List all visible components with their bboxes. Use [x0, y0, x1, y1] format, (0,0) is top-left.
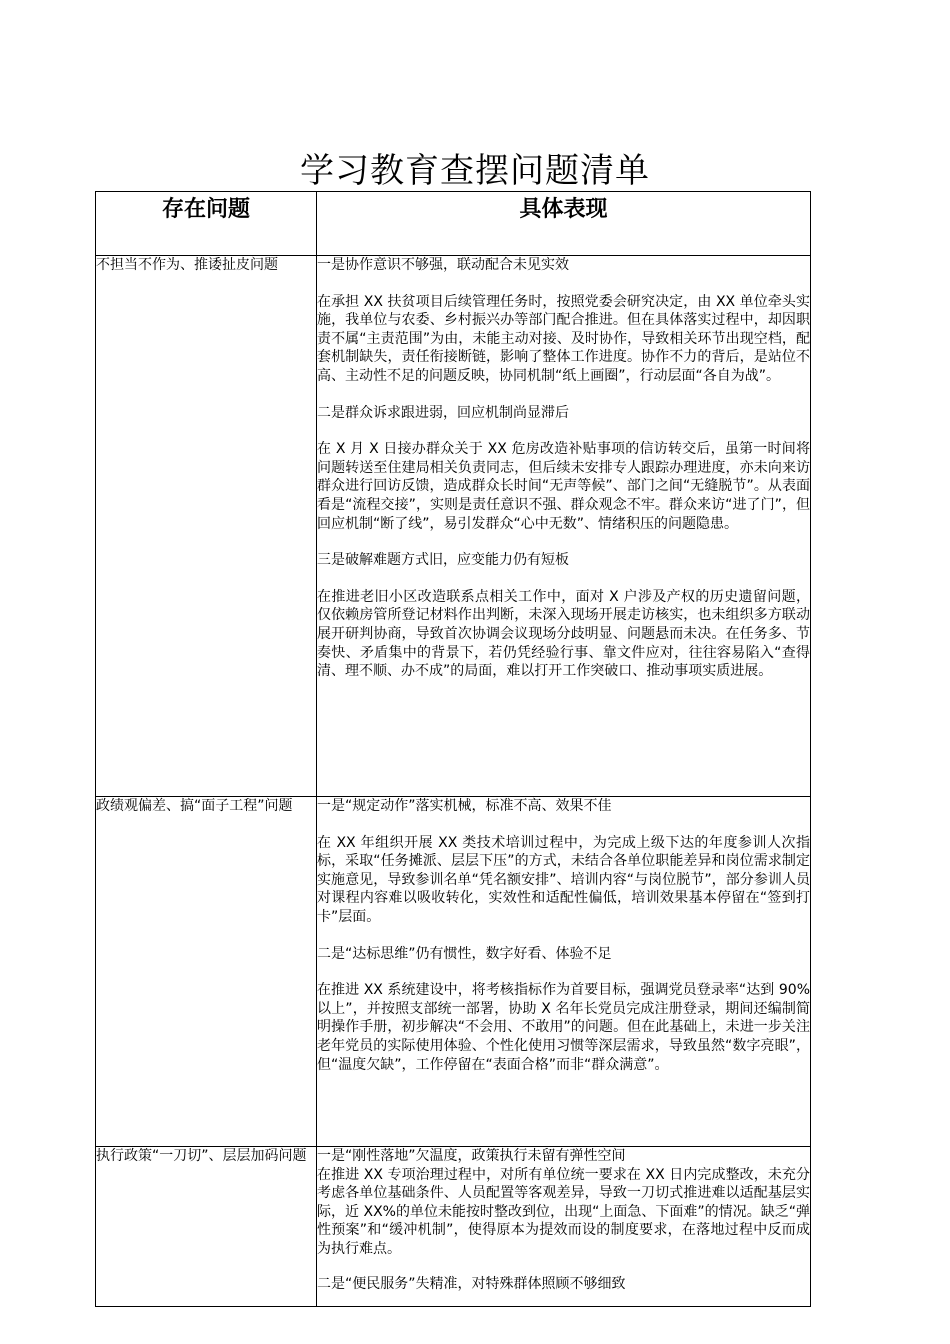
item-heading: 二是“便民服务”失精准，对特殊群体照顾不够细致	[317, 1275, 626, 1292]
table-row	[96, 1147, 811, 1307]
item-text: 在推进 XX 专项治理过程中，对所有单位统一要求在 XX 日内完成整改，未充分考虑各单位基础条件、人员配置等客观差异，导致一刀切式推进难以适配基层实际，近 XX%的单位未能按时整改到位，出现“上面急、下面难”的情况。缺乏“弹性预案”和“缓冲机制”，使得原本为提效而设的制度要求，在落地过程中反而成为执行难点。	[317, 1166, 810, 1257]
item-text: 在推进 XX 系统建设中，将考核指标作为首要目标，强调党员登录率“达到 90%以上”，并按照支部统一部署，协助 X 名年长党员完成注册登录，期间还编制简明操作手册，初步解决“不会用、不敢用”的问题。但在此基础上，未进一步关注老年党员的实际使用体验、个性化使用习惯等深层需求，导致虽然“数字亮眼”，但“温度欠缺”，工作停留在“表面合格”而非“群众满意”。	[317, 982, 810, 1073]
detail-cell	[317, 797, 811, 1147]
table-row	[96, 797, 811, 1147]
detail-cell	[317, 1147, 811, 1307]
column-header-detail: 具体表现	[317, 192, 811, 256]
item-text: 在 X 月 X 日接办群众关于 XX 危房改造补贴事项的信访转交后，虽第一时间将问题转送至住建局相关负责同志，但后续未安排专人跟踪办理进度，亦未向来访群众进行回访反馈，造成群众长时间“无声等候”、部门之间“无缝脱节”。从表面看是“流程交接”，实则是责任意识不强、群众观念不牢。群众来访“进了门”，但回应机制“断了线”，易引发群众“心中无数”、情绪积压的问题隐患。	[317, 441, 810, 532]
item-text: 在 XX 年组织开展 XX 类技术培训过程中，为完成上级下达的年度参训人次指标，采取“任务摊派、层层下压”的方式，未结合各单位职能差异和岗位需求制定实施意见，导致参训名单“凭名额安排”、培训内容“与岗位脱节”，部分参训人员对课程内容难以吸收转化，实效性和适配性偏低，培训效果基本停留在“签到打卡”层面。	[317, 834, 810, 925]
item-heading: 一是“刚性落地”欠温度，政策执行未留有弹性空间	[317, 1148, 626, 1164]
issues-table	[95, 191, 811, 1307]
item-heading: 二是“达标思维”仍有惯性，数字好看、体验不足	[317, 945, 612, 962]
item-heading: 一是“规定动作”落实机械，标准不高、效果不佳	[317, 798, 612, 814]
detail-cell	[317, 256, 811, 797]
issue-cell: 执行政策“一刀切”、层层加码问题	[96, 1147, 317, 1307]
item-heading: 三是破解难题方式旧，应变能力仍有短板	[317, 552, 569, 569]
item-heading: 一是协作意识不够强，联动配合未见实效	[317, 257, 569, 273]
table-row	[96, 256, 811, 797]
item-text: 在推进老旧小区改造联系点相关工作中，面对 X 户涉及产权的历史遗留问题，仅依赖房管所登记材料作出判断，未深入现场开展走访核实，也未组织多方联动展开研判协商，导致首次协调会议现场分歧明显、问题悬而未决。在任务多、节奏快、矛盾集中的背景下，若仍凭经验行事、靠文件应对，往往容易陷入“查得清、理不顺、办不成”的局面，难以打开工作突破口、推动事项实质进展。	[317, 588, 810, 680]
item-text: 在承担 XX 扶贫项目后续管理任务时，按照党委会研究决定，由 XX 单位牵头实施，我单位与农委、乡村振兴办等部门配合推进。但在具体落实过程中，却因职责不属“主责范围”为由，未能主动对接、及时协作，导致相关环节出现空档，配套机制缺失，责任衔接断链，影响了整体工作进度。协作不力的背后，是站位不高、主动性不足的问题反映，协同机制“纸上画圈”，行动层面“各自为战”。	[317, 293, 810, 384]
issue-cell: 不担当不作为、推诿扯皮问题	[96, 256, 317, 797]
column-header-issue: 存在问题	[96, 192, 317, 256]
page-title: 学习教育查摆问题清单	[300, 151, 650, 191]
item-heading: 二是群众诉求跟进弱，回应机制尚显滞后	[317, 404, 569, 421]
table-header-row	[96, 192, 811, 256]
issue-cell: 政绩观偏差、搞“面子工程”问题	[96, 797, 317, 1147]
